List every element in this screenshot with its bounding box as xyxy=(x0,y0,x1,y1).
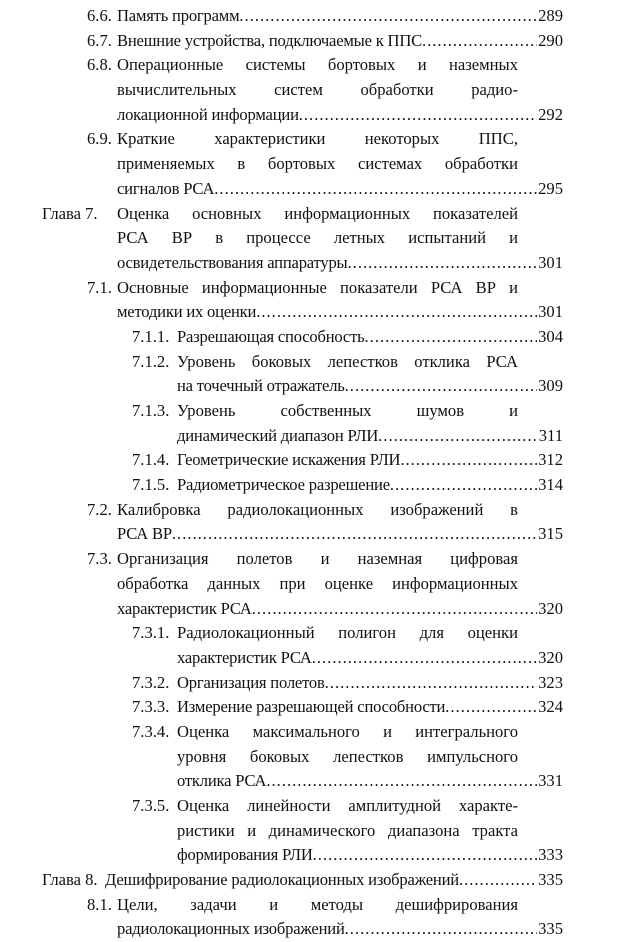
page-number: 333 xyxy=(538,845,563,865)
page-number: 301 xyxy=(538,252,563,272)
entry-number: 7.1. xyxy=(87,277,112,297)
toc-line xyxy=(0,4,625,29)
entry-title-line: радиолокационных изображений xyxy=(117,919,345,939)
toc-line xyxy=(0,745,625,770)
entry-title-line: Внешние устройства, подключаемые к ППС xyxy=(117,30,422,50)
toc-entry xyxy=(0,202,625,276)
entry-title-line: вычислительных систем обработки радио- xyxy=(117,80,518,100)
page-number: 335 xyxy=(538,919,563,939)
entry-number: Глава 8. xyxy=(42,870,98,890)
entry-title-line: освидетельствования аппаратуры xyxy=(117,252,348,272)
entry-title-line: локационной информации xyxy=(117,104,299,124)
page-number: 331 xyxy=(538,771,563,791)
entry-title-line: методики их оценки xyxy=(117,302,257,322)
entry-number: 7.3.5. xyxy=(132,796,170,815)
table-of-contents xyxy=(0,4,625,942)
leader-dots xyxy=(252,597,537,622)
entry-number: 6.7. xyxy=(87,30,112,50)
toc-line xyxy=(0,226,625,251)
leader-dots xyxy=(345,917,537,942)
leader-dots xyxy=(256,300,537,325)
toc-line xyxy=(0,424,625,449)
entry-number: Глава 7. xyxy=(42,203,98,223)
entry-title-line: Радиометрическое разрешение xyxy=(177,475,390,495)
entry-title-line: Геометрические искажения РЛИ xyxy=(177,450,401,470)
toc-entry xyxy=(0,325,625,350)
page-number: 290 xyxy=(538,30,563,50)
page-number: 304 xyxy=(538,326,563,346)
entry-title-line: РСА ВР в процессе летных испытаний и xyxy=(117,228,518,248)
leader-dots xyxy=(445,695,537,720)
leader-dots xyxy=(266,769,537,794)
toc-line xyxy=(0,868,625,893)
page-number: 289 xyxy=(538,6,563,25)
page-number: 309 xyxy=(538,376,563,396)
leader-dots xyxy=(459,868,537,893)
toc-entry xyxy=(0,29,625,54)
entry-title-line: Дешифрирование радиолокационных изображений xyxy=(105,870,459,890)
toc-line xyxy=(0,103,625,128)
toc-entry xyxy=(0,127,625,201)
toc-line xyxy=(0,399,625,424)
leader-dots xyxy=(312,646,537,671)
leader-dots xyxy=(345,374,537,399)
entry-title-line: Организация полетов xyxy=(177,672,325,692)
toc-entry xyxy=(0,276,625,325)
toc-line xyxy=(0,498,625,523)
toc-entry xyxy=(0,547,625,621)
toc-entry xyxy=(0,720,625,794)
toc-entry xyxy=(0,621,625,670)
entry-title-line: Уровень боковых лепестков отклика РСА xyxy=(177,351,518,371)
toc-line xyxy=(0,325,625,350)
toc-line xyxy=(0,843,625,868)
entry-title-line: Радиолокационный полигон для оценки xyxy=(177,623,518,643)
toc-line xyxy=(0,671,625,696)
toc-line xyxy=(0,202,625,227)
toc-entry xyxy=(0,794,625,868)
toc-line xyxy=(0,893,625,918)
toc-line xyxy=(0,695,625,720)
toc-entry xyxy=(0,448,625,473)
entry-title-line: характеристик РСА xyxy=(177,647,312,667)
entry-title-line: Измерение разрешающей способности xyxy=(177,697,446,717)
entry-title-line: ристики и динамического диапазона тракта xyxy=(177,820,518,840)
page-number: 301 xyxy=(538,302,563,322)
toc-entry xyxy=(0,399,625,448)
toc-entry xyxy=(0,498,625,547)
entry-title-line: динамический диапазон РЛИ xyxy=(177,425,379,445)
toc-line xyxy=(0,127,625,152)
toc-line xyxy=(0,720,625,745)
entry-title-line: Оценка линейности амплитудной характе- xyxy=(177,796,518,815)
toc-line xyxy=(0,78,625,103)
entry-title-line: РСА ВР xyxy=(117,524,172,544)
entry-number: 7.3.3. xyxy=(132,697,170,717)
toc-entry xyxy=(0,893,625,942)
page-number: 292 xyxy=(538,104,563,124)
page-number: 311 xyxy=(538,425,563,445)
page-number: 323 xyxy=(538,672,563,692)
toc-line xyxy=(0,769,625,794)
entry-title-line: на точечный отражатель xyxy=(177,376,345,396)
toc-line xyxy=(0,917,625,942)
page-number: 320 xyxy=(538,598,563,618)
entry-title-line: Оценка основных информационных показателей xyxy=(117,203,518,223)
leader-dots xyxy=(378,424,538,449)
toc-entry xyxy=(0,4,625,29)
entry-title-line: отклика РСА xyxy=(177,771,267,791)
toc-line xyxy=(0,374,625,399)
toc-line xyxy=(0,572,625,597)
leader-dots xyxy=(214,177,537,202)
entry-number: 7.1.2. xyxy=(132,351,170,371)
entry-title-line: Цели, задачи и методы дешифрирования xyxy=(117,894,518,914)
page-number: 314 xyxy=(538,475,563,495)
leader-dots xyxy=(390,473,537,498)
leader-dots xyxy=(365,325,538,350)
entry-title-line: Организация полетов и наземная цифровая xyxy=(117,549,518,569)
toc-line xyxy=(0,646,625,671)
entry-title-line: Память программ xyxy=(117,6,240,25)
page-number: 324 xyxy=(538,697,563,717)
entry-number: 7.3.1. xyxy=(132,623,170,643)
entry-title-line: Уровень собственных шумов и xyxy=(177,401,518,420)
toc-line xyxy=(0,152,625,177)
entry-number: 7.1.1. xyxy=(132,326,170,346)
toc-entry xyxy=(0,350,625,399)
entry-title-line: Разрешающая способность xyxy=(177,326,365,346)
entry-number: 6.8. xyxy=(87,55,112,75)
toc-line xyxy=(0,473,625,498)
toc-line xyxy=(0,522,625,547)
entry-number: 7.1.4. xyxy=(132,450,170,470)
entry-title-line: сигналов РСА xyxy=(117,178,215,198)
toc-entry xyxy=(0,671,625,696)
leader-dots xyxy=(325,671,537,696)
entry-number: 7.3.2. xyxy=(132,672,170,692)
toc-line xyxy=(0,794,625,819)
toc-line xyxy=(0,547,625,572)
toc-line xyxy=(0,276,625,301)
page-number: 335 xyxy=(538,870,563,890)
entry-title-line: формирования РЛИ xyxy=(177,845,313,865)
leader-dots xyxy=(422,29,537,54)
entry-number: 7.2. xyxy=(87,499,112,519)
entry-title-line: уровня боковых лепестков импульсного xyxy=(177,746,518,766)
toc-line xyxy=(0,251,625,276)
page-number: 320 xyxy=(538,647,563,667)
toc-entry xyxy=(0,473,625,498)
entry-title-line: Основные информационные показатели РСА ВР и xyxy=(117,277,518,297)
entry-title-line: Калибровка радиолокационных изображений в xyxy=(117,499,518,519)
toc-entry xyxy=(0,53,625,127)
leader-dots xyxy=(400,448,537,473)
entry-number: 7.1.3. xyxy=(132,401,170,420)
page-number: 295 xyxy=(538,178,563,198)
entry-number: 6.9. xyxy=(87,129,112,149)
entry-number: 7.1.5. xyxy=(132,475,170,495)
toc-entry xyxy=(0,695,625,720)
page-number: 315 xyxy=(538,524,563,544)
toc-line xyxy=(0,621,625,646)
leader-dots xyxy=(313,843,537,868)
toc-line xyxy=(0,819,625,844)
page-number: 312 xyxy=(538,450,563,470)
toc-line xyxy=(0,350,625,375)
toc-line xyxy=(0,448,625,473)
entry-number: 6.6. xyxy=(87,6,112,25)
leader-dots xyxy=(239,4,537,29)
leader-dots xyxy=(172,522,537,547)
entry-title-line: Краткие характеристики некоторых ППС, xyxy=(117,129,518,149)
entry-number: 7.3.4. xyxy=(132,721,170,741)
leader-dots xyxy=(299,103,537,128)
toc-line xyxy=(0,29,625,54)
entry-title-line: Оценка максимального и интегрального xyxy=(177,721,518,741)
entry-title-line: характеристик РСА xyxy=(117,598,252,618)
toc-line xyxy=(0,53,625,78)
entry-title-line: обработка данных при оценке информационных xyxy=(117,573,518,593)
toc-line xyxy=(0,597,625,622)
toc-entry xyxy=(0,868,625,893)
entry-title-line: применяемых в бортовых системах обработки xyxy=(117,154,518,174)
leader-dots xyxy=(348,251,538,276)
entry-title-line: Операционные системы бортовых и наземных xyxy=(117,55,518,75)
toc-line xyxy=(0,177,625,202)
toc-line xyxy=(0,300,625,325)
entry-number: 8.1. xyxy=(87,894,112,914)
entry-number: 7.3. xyxy=(87,549,112,569)
